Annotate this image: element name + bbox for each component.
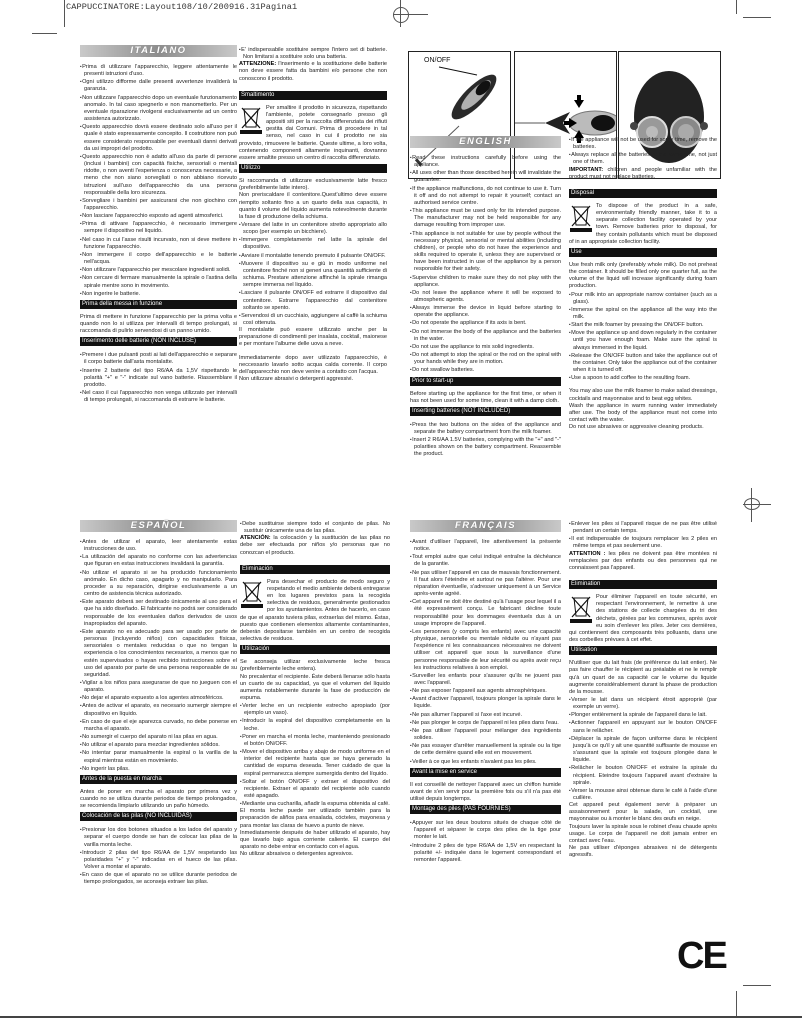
list-item: • Do not swallow batteries. (410, 366, 561, 374)
list-item: • No ingerir las pilas. (80, 765, 237, 773)
list-item: • Immerse the spiral on the appliance all the way into the milk. (569, 306, 717, 321)
list-item: • Do not immerse the body of the appliance and the batteries in the water. (410, 328, 561, 343)
list-item: • Always immerse the device in liquid before starting to operate the appliance. (410, 304, 561, 319)
list-item: • Press the two buttons on the sides of the appliance and separate the battery compartment from the milk foamer. (410, 421, 561, 436)
list-item: • Non cercare di fermare manualmente la spirale o l'astina della spirale mentre sono in movimento. (80, 274, 237, 289)
crop-mark (32, 33, 57, 34)
section-heading: Use (569, 248, 717, 257)
list-item: • En caso de que el aparato no se utilice durante periodos de tiempo prolongados, se aconseja extraer las pilas. (80, 871, 237, 886)
list-item: • Antes de utilizar el aparato, leer atentamente estas instrucciones de uso. (80, 538, 237, 553)
warning-label: ATTENTION : (569, 550, 606, 557)
crop-mark (743, 17, 771, 18)
paragraph: No precalentar el recipiente. Éste deberá llenarse sólo hasta un cuarto de su capacidad, ya que el volumen del líquido aumenta notablemente durante la fase de producción de espuma. (240, 673, 390, 701)
list-item: • Verser la mousse ainsi obtenue dans le café à l'aide d'une cuillère. (569, 787, 717, 802)
list-item: • Nel caso il cui l'apparecchio non venga utilizzato per intervalli di tempo prolungati, si raccomanda di estrarre le batterie. (80, 389, 237, 404)
list-item: • Nel caso in cui l'asse risulti incurvato, non si deve mettere in funzione l'apparecchio. (80, 236, 237, 251)
english-title: ENGLISH (410, 136, 561, 148)
registration-circle (744, 498, 760, 510)
section-heading: Antes de la puesta en marcha (80, 775, 237, 784)
list-item: • Il est indispensable de toujours remplacer les 2 piles en même temps et pas seulement une. (569, 535, 717, 550)
list-item: • Ne pas allumer l'appareil si l'axe est incurvé. (410, 711, 561, 719)
list-item: • Ogni utilizzo difforme dalle presenti avvertenze invaliderà la garanzia. (80, 78, 237, 93)
list-item: • Verser le lait dans un récipient étroit approprié (par exemple un verre). (569, 696, 717, 711)
list-item: • No sumergir el cuerpo del aparato ni las pilas en agua. (80, 733, 237, 741)
section-heading: Smaltimento (239, 91, 387, 100)
list-item: • Pour milk into an appropriate narrow container (such as a glass). (569, 291, 717, 306)
list-item: • Cet appareil ne doit être destiné qu'à l'usage pour lequel il a été expressément conçu. Le fabricant décline toute responsabilité pour les dommages éventuels dus à un usage impropre de l'appareil. (410, 598, 561, 628)
list-item: • No utilizar el aparato para mezclar ingredientes sólidos. (80, 741, 237, 749)
espanol-title: ESPAÑOL (80, 520, 237, 532)
list-item: • Premere i due pulsanti posti ai lati dell'apparecchio e separare il corpo batterie dall'asta montalatte. (80, 351, 237, 366)
list-item: • Start the milk foamer by pressing the ON/OFF button. (569, 321, 717, 329)
list-item: • Move the appliance up and down regularly in the container until you have enough foam. Make sure the spiral is always immersed in the liquid. (569, 329, 717, 351)
section-heading: Disposal (569, 189, 717, 198)
paragraph: El monta leche puede ser utilizado también para la preparación de aliños para ensalada, cócteles, mayonesa y para montar las claras de huevo a punto de nieve. (240, 808, 390, 829)
warning-label: ATTENZIONE: (239, 61, 277, 68)
paragraph: Per smaltire il prodotto in sicurezza, rispettando l'ambiente, potete consegnarlo presso gli appositi siti per la raccolta differenziata dei rifiuti gestita dai Comuni. Prima di procedere in tal senso, nel caso in cui il prodotto ne sia provvisto, rimuovere le batterie. Queste ultime, a loro volta, contenendo componenti altamente inquinanti, dovranno essere smaltite presso un centro di raccolta differenziato. (239, 104, 387, 161)
paragraph: IMPORTANT: children and people unfamiliar with the product must not replace batteries. (569, 166, 717, 180)
paragraph: Si raccomanda di utilizzare esclusivamente latte fresco (preferibilmente latte intero). (239, 178, 387, 192)
wheelie-bin-icon (569, 203, 593, 233)
page-bottom-rule (0, 1016, 802, 1018)
espanol-column-1 (80, 520, 237, 887)
list-item: • Avant d'activer l'appareil, toujours plonger la spirale dans le liquide. (410, 695, 561, 710)
list-item: • Avviare il montalatte tenendo premuto il pulsante ON/OFF. (239, 252, 387, 260)
section-heading: Avant la mise en service (410, 768, 561, 777)
list-item: • E' indispensabile sostituire sempre l'intero set di batterie. Non limitarsi a sostituire solo una batteria. (239, 46, 387, 61)
paragraph: Inmediatamente después de haber utilizado el aparato, hay que lavarlo bajo agua corriente caliente. El cuerpo del aparato no debe entrar en contacto con el agua. (240, 829, 390, 851)
list-item: • Prima di attivare l'apparecchio, è necessario immergere sempre il dispositivo nel liquido. (80, 220, 237, 235)
section-heading: Prima della messa in funzione (80, 300, 237, 309)
crop-mark (64, 0, 65, 27)
list-item: • Appuyer sur les deux boutons situés de chaque côté de l'appareil et séparer le corps des piles de la tige pour monter le lait. (410, 819, 561, 841)
english-column-1 (410, 136, 561, 459)
list-item: • Este aparato deberá ser destinado únicamente al uso para el que ha sido diseñado. El fabricante no podrá ser considerado responsable de los eventuales daños derivados de usos inapropiados del aparato. (80, 598, 237, 628)
list-item: • Déplacer la spirale de façon uniforme dans le récipient jusqu'à ce qu'il y ait une quantité suffisante de mousse en s'assurant que la spirale est toujours plongée dans le liquide. (569, 735, 717, 765)
wheelie-bin-icon (569, 594, 593, 624)
paragraph: N'utiliser que du lait frais (de préférence du lait entier). Ne pas faire chauffer le récipient au préalable et ne le remplir qu'à un quart de sa capacité car le volume du liquide augmente considérablement durant la phase de production de la mousse. (569, 660, 717, 695)
warning-label: IMPORTANT: (569, 166, 604, 173)
list-item: • Do not operate the appliance if its axis is bent. (410, 319, 561, 327)
list-item: • Versare del latte in un contenitore stretto appropriato allo scopo (per esempio un bicchiere). (239, 221, 387, 236)
paragraph: You may also use the milk foamer to make salad dressings, cocktails and mayonnaise and to beat egg whites. (569, 388, 717, 402)
list-item: • If the appliance malfunctions, do not continue to use it. Turn it off and do not attempt to repair it yourself; contact an authorised service centre. (410, 185, 561, 207)
list-item: • Servendosi di un cucchiaio, aggiungere al caffè la schiuma così ottenuta. (239, 312, 387, 327)
wheelie-bin-icon (239, 105, 263, 135)
section-heading: Élimination (569, 580, 717, 589)
list-item: • Do not leave the appliance where it will be exposed to atmospheric agents. (410, 289, 561, 304)
list-item: • Mediante una cucharilla, añadir la espuma obtenida al café. (240, 800, 390, 808)
registration-circle (393, 7, 409, 23)
list-item: • Inserire 2 batterie del tipo R6/AA da 1,5V rispettando le polarità "+" e "-" indicate sul vano batterie. Riassemblare il prodotto. (80, 367, 237, 389)
list-item: • Debe sustituirse siempre todo el conjunto de pilas. No sustituir únicamente una de las pilas. (240, 520, 390, 535)
list-item: • Do not use the appliance to mix solid ingredients. (410, 343, 561, 351)
paragraph: Il est conseillé de nettoyer l'appareil avec un chiffon humide avant de s'en servir pour la première fois ou s'il n'a pas été utilisé depuis longtemps. (410, 781, 561, 802)
crop-mark (736, 0, 737, 14)
list-item: • This appliance is not suitable for use by people without the necessary physical, sensorial or mental abilities (including children), or people who do not have the experience and skills required to operate it, unless they are supervised or have been instructed in use of the appliance by a person responsible for their safety. (410, 230, 561, 274)
paragraph: Non utilizzare abrasivi o detergenti aggressivi. (239, 376, 354, 383)
italiano-title: ITALIANO (80, 45, 237, 57)
list-item: • Surveiller les enfants pour s'assurer qu'ils ne jouent pas avec l'appareil. (410, 672, 561, 687)
list-item: • Muovere il dispositivo su e giù in modo uniforme nel contenitore finché non si generi una quantità sufficiente di schiuma. Prestare attenzione affinché la spirale rimanga sempre immersa nel liquido. (239, 260, 387, 290)
list-item: • Sorvegliare i bambini per assicurarsi che non giochino con l'apparecchio. (80, 197, 237, 212)
list-item: • Ne pas plonger le corps de l'appareil ni les piles dans l'eau. (410, 719, 561, 727)
paragraph: Do not use abrasives or aggressive cleaning products. (569, 424, 704, 431)
paragraph: To dispose of the product in a safe, environmentally friendly manner, take it to a separate collection facility operated by your town. Remove batteries prior to disposal, for they contain pollutants which must be disposed of in an appropriate collection facility. (569, 202, 717, 245)
list-item: • Immergere completamente nel latte la spirale del dispositivo. (239, 236, 387, 251)
paragraph: Antes de poner en marcha el aparato por primera vez y cuando no se utiliza durante periodos de tiempo prolongados, se recomienda limpiarlo utilizando un paño húmedo. (80, 788, 237, 810)
paragraph: Before starting up the appliance for the first time, or when it has not been used for some time, clean it with a damp cloth. (410, 390, 561, 404)
list-item: • Non utilizzare l'apparecchio dopo un eventuale funzionamento anomalo. In tal caso spegnerlo e non manometterlo. Per un eventuale riparazione rivolgersi esclusivamente ad un centro assistenza autorizzato. (80, 94, 237, 124)
list-item: • Read these instructions carefully before using the appliance. (410, 154, 561, 169)
warning-label: ATENCIÓN: (240, 535, 271, 542)
list-item: • Supervise children to make sure they do not play with the appliance. (410, 274, 561, 289)
section-heading: Prior to start-up (410, 377, 561, 386)
list-item: • Les personnes (y compris les enfants) avec une capacité physique, sensorielle ou mentale réduite ou n'ayant pas l'expérience ni les connaissances nécessaires ne doivent utiliser cet appareil que sous la surveillance d'une personne responsable de leur sécurité ou après avoir reçu les instructions relatives à son emploi. (410, 628, 561, 672)
paragraph: Toujours laver la spirale sous le robinet d'eau chaude après usage. Le corps de l'appareil ne doit jamais entrer en contact avec l'eau. (569, 823, 717, 844)
list-item: • Ne pas essayer d'arrêter manuellement la spirale ou la tige de cette dernière quand elle est en mouvement. (410, 742, 561, 757)
list-item: • Mover el dispositivo arriba y abajo de modo uniforme en el interior del recipiente hasta que se haya generado la cantidad de espuma deseada. Tener cuidado de que la espiral permanezca siempre sumergida dentro del líquido. (240, 748, 390, 778)
list-item: • Tout emploi autre que celui indiqué entraîne la déchéance de la garantie. (410, 553, 561, 568)
list-item: • Este aparato no es adecuado para ser usado por parte de personas (incluyendo niños) con capacidades físicas, sensoriales o mentales reducidas o que no tengan la experiencia o los conocimientos necesarios, a menos que no estén supervisados o hayan recibido instrucciones sobre el uso del aparato por parte de una persona responsable de su seguridad. (80, 628, 237, 679)
paragraph: ATTENZIONE: l'inserimento e la sostituzione delle batterie non deve essere fatta da bambini e/o persone che non conoscono il prodotto. (239, 61, 387, 82)
list-item: • No utilizar el aparato si se ha producido funcionamiento anómalo. En dicho caso, apagarlo y no manipularlo. Para proceder a su reparación, dirigirse exclusivamente a un centro de asistencia técnica autorizado. (80, 569, 237, 599)
list-item: • Non ingerire le batterie. (80, 290, 237, 298)
section-heading: Inserimento delle batterie (NON INCLUSE) (80, 337, 237, 346)
english-column-2 (569, 136, 717, 431)
list-item: • All uses other than those described herein will invalidate the guarantee. (410, 169, 561, 184)
francais-column-1 (410, 520, 561, 864)
paragraph: Immediatamente dopo aver utilizzato l'apparecchio, è neccessario lavarlo sotto acqua calda corrente. Il corpo dell'apparecchio non deve venire a contatto con l'acqua. (239, 354, 387, 375)
list-item: • Non lasciare l'apparecchio esposto ad agenti atmosferici. (80, 212, 237, 220)
list-item: • Verter leche en un recipiente estrecho apropiado (por ejemplo un vaso). (240, 702, 390, 717)
list-item: • Non utilizzare l'apparecchio per mescolare ingredienti solidi. (80, 266, 237, 274)
paragraph: ATTENTION : les piles ne doivent pas être montées ni remplacées par des enfants ou des personnes qui ne connaissent pas l'appareil. (569, 550, 717, 571)
paragraph: Pour éliminer l'appareil en toute sécurité, en respectant l'environnement, le remettre à une des stations de collecte chargées du tri des déchets, gérées par les communes, après avoir eu soin d'enlever les piles. Jeter ces dernières, qui contiennent des composants très polluants, dans une des corbeilles prévues à cet effet. (569, 594, 717, 644)
list-item: • If the appliance will not be used for some time, remove the batteries. (569, 136, 717, 151)
list-item: • Prima di utilizzare l'apparecchio, leggere attentamente le presenti istruzioni d'uso. (80, 63, 237, 78)
list-item: • This appliance must be used only for its intended purpose. The manufacturer may not be held responsible for any damage resulting from improper use. (410, 207, 561, 229)
section-heading: Inserting batteries (NOT INCLUDED) (410, 407, 561, 416)
paragraph: Use fresh milk only (preferably whole milk). Do not preheat the container. It should be filled only one quarter full, as the volume of the liquid will increase significantly during foam production. (569, 261, 717, 290)
list-item: • Vigilar a los niños para asegurarse de que no jueguen con el aparato. (80, 679, 237, 694)
paragraph: Para desechar el producto de modo seguro y respetando el medio ambiente deberá entregarse en los lugares previstos para la recogida selectiva de residuos, generalmente gestionados por los ayuntamientos. Antes de hacerlo, en caso de que el aparato tuviera pilas, extraerlas del mismo. Éstas, puesto que contienen elementos altamente contaminantes, deberán depositarse también en un centro de recogida selectiva de residuos. (240, 578, 390, 643)
section-heading: Eliminación (240, 565, 390, 574)
list-item: • La utilización del aparato no conforme con las advertencias que figuran en estas instrucciones invalidará la garantía. (80, 553, 237, 568)
wheelie-bin-icon (240, 579, 264, 609)
list-item: • Ne pas exposer l'appareil aux agents atmosphériques. (410, 687, 561, 695)
section-heading: Utilización (240, 645, 390, 654)
section-heading: Colocación de las pilas (NO INCLUIDAS) (80, 812, 237, 821)
list-item: • Introducir 2 pilas del tipo R6/AA de 1,5V respetando las polaridades "+" y "-" indicadas en el hueco de las pilas. Volver a montar el aparato. (80, 849, 237, 871)
section-heading: Utilizzo (239, 164, 387, 173)
onoff-label: ON/OFF (424, 57, 451, 64)
list-item: • Lasciare il pulsante ON/OFF ed estrarre il dispositivo dal contenitore. Estrarre l'apparecchio dal contenitore soltanto se spento. (239, 289, 387, 311)
list-item: • Do not attempt to stop the spiral or the rod on the spiral with your hands while they are in motion. (410, 351, 561, 366)
paragraph: Ne pas utiliser d'éponges abrasives ni de détergents agressifs. (569, 845, 717, 859)
list-item: • No dejar el aparato expuesto a los agentes atmosféricos. (80, 694, 237, 702)
paragraph: Prima di mettere in funzione l'apparecchio per la prima volta e quando non lo si utilizza per intervalli di tempo prolungati, si raccomanda di pulirlo servendosi di un panno umido. (80, 313, 237, 335)
crop-mark (743, 985, 771, 986)
list-item: • Use a spoon to add coffee to the resulting foam. (569, 374, 717, 382)
list-item: • Ne pas utiliser l'appareil en cas de mauvais fonctionnement. Il faut alors l'éteindre et surtout ne pas l'altérer. Pour une réparation éventuelle, s'adresser uniquement à un Service après-vente agréé. (410, 569, 561, 599)
italiano-column-1 (80, 45, 237, 404)
list-item: • Ne pas utiliser l'appareil pour mélanger des ingrédients solides. (410, 727, 561, 742)
espanol-column-2 (240, 520, 390, 858)
paragraph: Se aconseja utilizar exclusivamente leche fresca (preferiblemente leche entera). (240, 659, 390, 673)
list-item: • Questo apparecchio non è adatto all'uso da parte di persone (inclusi i bambini) con capacità fisiche, sensoriali o mentali ridotte, o non aventi l'esperienza o conoscenza necessarie, a meno che non siano sorvegliati o non abbiano ricevuto istruzioni sull'uso dell'apparecchio da una persona responsabile della loro sicurezza. (80, 153, 237, 197)
list-item: • Always replace all the batteries at the same time, not just one of them. (569, 151, 717, 166)
list-item: • Plonger entièrement la spirale de l'appareil dans le lait. (569, 711, 717, 719)
paragraph: Il montalatte può essere utilizzato anche per la preparazione di condimenti per insalata, cocktail, maionese e per montare l'albume delle uova a neve. (239, 327, 387, 348)
list-item: • Antes de activar el aparato, es necesario sumergir siempre el dispositivo en líquido. (80, 702, 237, 717)
list-item: • En caso de que el eje aparezca curvado, no debe ponerse en marcha el aparato. (80, 718, 237, 733)
list-item: • Relâcher le bouton ON/OFF et extraire la spirale du récipient. Eteindre toujours l'appareil avant d'extraire la spirale. (569, 764, 717, 786)
italiano-column-2 (239, 46, 387, 383)
paragraph: No utilizar abrasivos o detergentes agresivos. (240, 851, 354, 858)
paragraph: ATENCIÓN: la colocación y la sustitución de las pilas no debe ser efectuada por niños y/o personas que no conozcan el producto. (240, 535, 390, 556)
francais-title: FRANÇAIS (410, 520, 561, 532)
list-item: • Introduire 2 piles de type R6/AA de 1,5V en respectant la polarité +/- indiquée dans le logement correspondant et remonter l'appareil. (410, 842, 561, 864)
francais-column-2 (569, 520, 717, 859)
list-item: • Avant d'utiliser l'appareil, lire attentivement la présente notice. (410, 538, 561, 553)
paragraph: Cet appareil peut également servir à préparer un assaisonnement pour la salade, un cocktail, une mayonnaise ou à monter le blanc des œufs en neige. (569, 802, 717, 823)
list-item: • No intentar parar manualmente la espiral o la varilla de la espiral mientras están en movimiento. (80, 749, 237, 764)
section-heading: Utilisation (569, 646, 717, 655)
crop-mark (736, 991, 737, 1018)
list-item: • Enlever les piles si l'appareil risque de ne pas être utilisé pendant un certain temps. (569, 520, 717, 535)
list-item: • Poner en marcha el monta leche, manteniendo presionado el botón ON/OFF. (240, 733, 390, 748)
list-item: • Insert 2 R6/AA 1.5V batteries, complying with the "+" and "-" polarities shown on the battery compartment. Reassemble the product. (410, 436, 561, 458)
ce-mark-icon: CE (677, 935, 726, 977)
print-slug: CAPPUCCINATORE:Layout108/10/200916.31Pagina1 (66, 2, 298, 12)
list-item: • Questo apparecchio dovrà essere destinato solo all'uso per il quale è stato espressamente concepito. Il costruttore non può essere considerato responsabile per eventuali danni derivati da usi impropri del prodotto. (80, 123, 237, 153)
list-item: • Presionar los dos botones situados a los lados del aparato y separar el cuerpo donde se han de colocar las pilas de la varilla monta leche. (80, 826, 237, 848)
section-heading: Montage des piles (PAS FOURNIES) (410, 805, 561, 814)
paragraph: Non preriscaldare il contenitore.Quest'ultimo deve essere riempito soltanto fino a un quarto della sua capacità, in quanto il volume del liquido aumenta notevolmente durante la fase di produzione della schiuma. (239, 192, 387, 220)
list-item: • Soltar el botón ON/OFF y extraer el dispositivo del recipiente. Extraer el aparato del recipiente sólo cuando esté apagado. (240, 778, 390, 800)
list-item: • Actionner l'appareil en appuyant sur le bouton ON/OFF sans le relâcher. (569, 719, 717, 734)
list-item: • Non immergere il corpo dell'apparecchio e le batterie nell'acqua. (80, 251, 237, 266)
paragraph: Wash the appliance in warm running water immediately after use. The body of the appliance must not come into contact with the water. (569, 402, 717, 423)
list-item: • Veiller à ce que les enfants n'avalent pas les piles. (410, 758, 561, 766)
list-item: • Introducir la espiral del dispositivo completamente en la leche. (240, 717, 390, 732)
list-item: • Release the ON/OFF button and take the appliance out of the container. Only take the appliance out of the container when it is turned off. (569, 352, 717, 374)
